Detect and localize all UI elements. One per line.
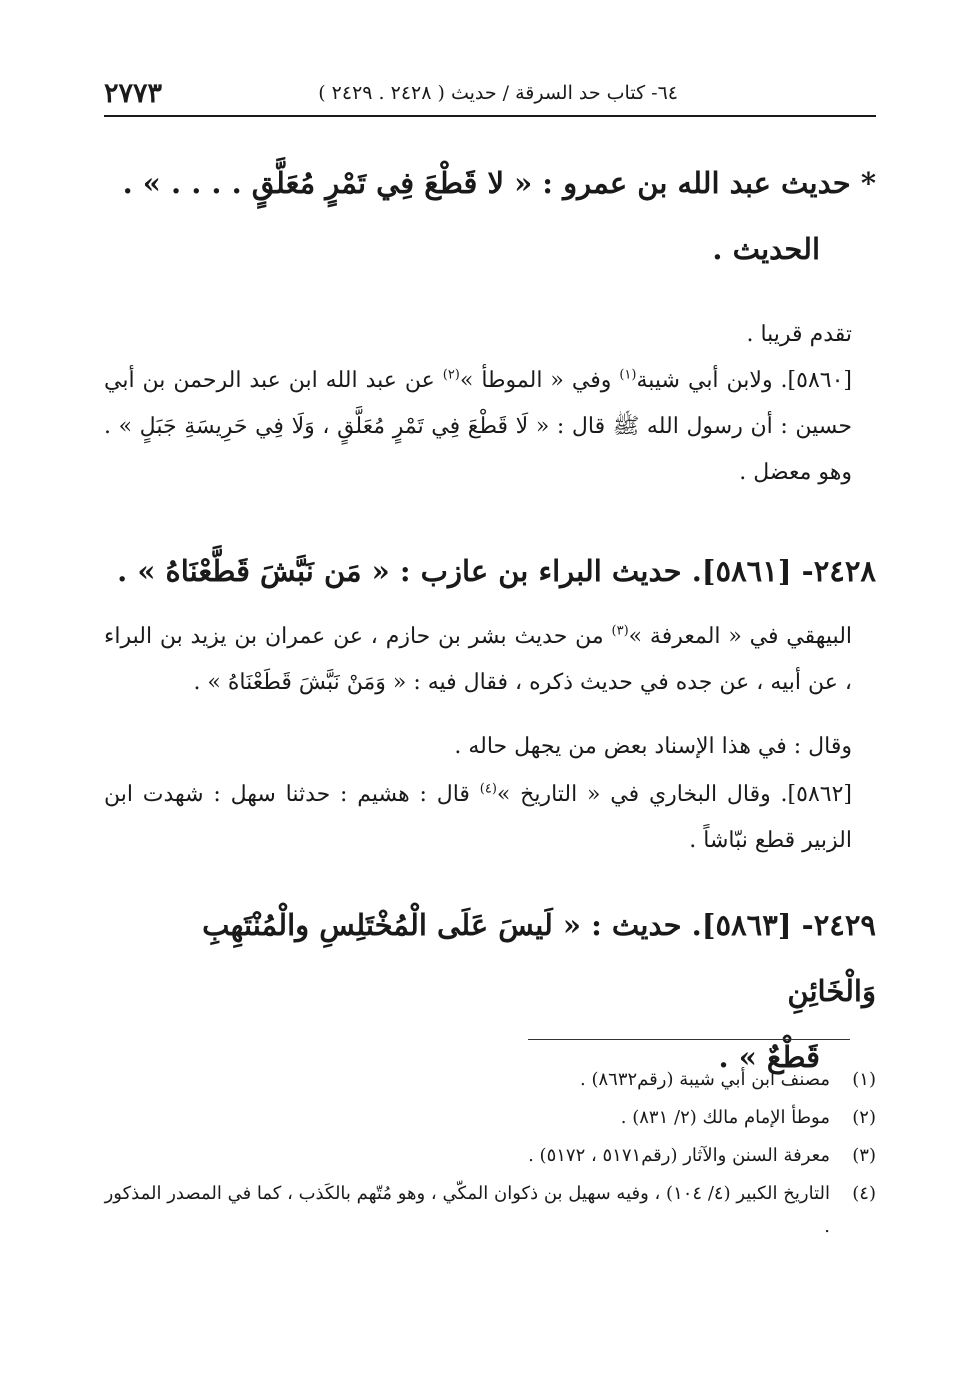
section-heading-abdullah	[104, 150, 876, 282]
page-number: ٢٧٧٣	[104, 78, 163, 109]
footnote-ref: (٢)	[442, 367, 460, 383]
footnote-text: معرفة السنن والآثار (رقم٥١٧١ ، ٥١٧٢) .	[528, 1145, 830, 1166]
footnote-number: (١)	[852, 1069, 876, 1090]
text-run: قال : هشيم : حدثنا سهل : شهدت ابن الزبير قطع نبّاشاً .	[104, 782, 852, 853]
footnote-text: التاريخ الكبير (٤/ ١٠٤) ، وفيه سهيل بن ذكوان المكّي ، وهو مُتّهم بالكَذب ، كما في المصدر المذكور .	[104, 1183, 830, 1237]
footnote-ref: (١)	[619, 367, 637, 383]
section-heading-2428: ٢٤٢٨- [٥٨٦١]. حديث البراء بن عازب : « مَن نَبَّشَ قَطَّعْنَاهُ » .	[117, 554, 876, 588]
footnote-text: موطأ الإمام مالك (٢/ ٨٣١) .	[620, 1107, 830, 1128]
footnote-ref: (٣)	[611, 623, 629, 639]
footnote	[104, 1101, 876, 1134]
heading-line: * حديث عبد الله بن عمرو : « لا قَطْعَ فِي تَمْرٍ مُعَلَّقٍ . . . . » .	[122, 166, 876, 200]
text-run: [٥٨٦٠]. ولابن أبي شيبة	[636, 368, 852, 393]
header-divider	[104, 115, 876, 117]
footnote-ref: (٤)	[479, 781, 497, 797]
text-run: وفي « الموطأ »	[459, 368, 620, 393]
text-run: [٥٨٦٢]. وقال البخاري في « التاريخ »	[496, 782, 852, 807]
heading-line: ٢٤٢٩- [٥٨٦٣]. حديث : « لَيسَ عَلَى الْمُخْتَلِسِ والْمُنْتَهِبِ وَالْخَائِنِ	[202, 908, 876, 1008]
page-header	[104, 78, 876, 112]
text-run: من حديث بشر بن حازم ، عن عمران بن يزيد بن البراء ، عن أبيه ، عن جده في حديث ذكره ، فقال فيه : « وَمَنْ نَبَّشَ قَطَعْنَاهُ » .	[104, 624, 852, 695]
paragraph: تقدم قريبا .	[746, 322, 852, 347]
heading-line: قَطْعٌ » .	[718, 1040, 820, 1074]
footnote-number: (٣)	[852, 1145, 876, 1166]
footnote-number: (٤)	[852, 1183, 876, 1204]
footnote-number: (٢)	[852, 1107, 876, 1128]
text-run: عن عبد الله ابن عبد الرحمن بن أبي حسين : أن رسول الله ﷺ قال : « لَا قَطْعَ فِي تَمْرٍ مُعَلَّقٍ ، وَلَا فِي حَرِيسَةِ جَبَلٍ » . وهو معضل .	[104, 368, 852, 485]
footnote	[104, 1139, 876, 1172]
footnotes	[104, 1063, 876, 1248]
text-run: البيهقي في « المعرفة »	[628, 624, 853, 649]
section-heading-2429	[104, 892, 876, 1090]
heading-line: الحديث .	[712, 232, 820, 266]
paragraph: وقال : في هذا الإسناد بعض من يجهل حاله .	[454, 734, 852, 759]
paragraph-5860	[104, 358, 876, 496]
paragraph-5862	[104, 772, 876, 864]
running-title: ٦٤- كتاب حد السرقة / حديث ( ٢٤٢٨ . ٢٤٢٩ )	[318, 82, 678, 104]
footnote-divider	[528, 1039, 850, 1040]
footnote-text: مصنف ابن أبي شيبة (رقم٨٦٣٢) .	[580, 1069, 830, 1090]
footnote	[104, 1177, 876, 1243]
footnote	[104, 1063, 876, 1096]
paragraph-bayhaqi	[104, 614, 876, 706]
